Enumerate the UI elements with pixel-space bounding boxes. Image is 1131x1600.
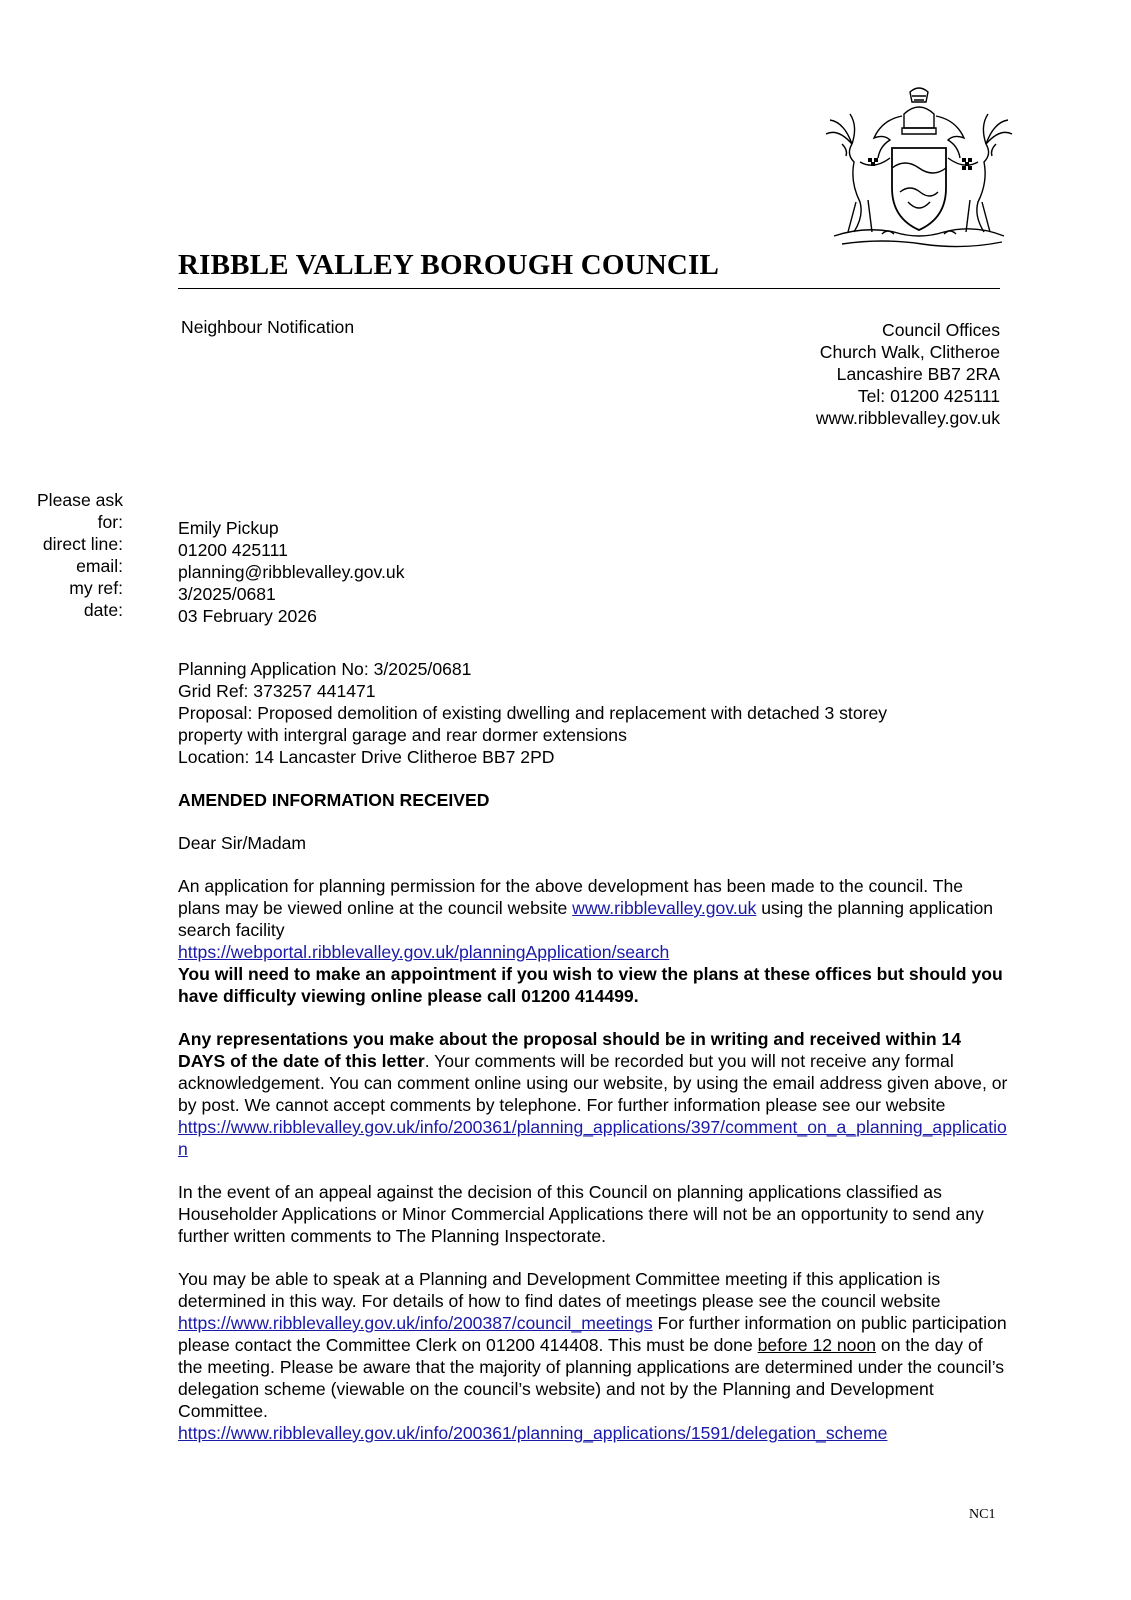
paragraph-2: Any representations you make about the proposal should be in writing and received within 14 DAYS of the date of this letter. Your comments will be recorded but you will not receive any formal acknowledgement. You can comment online using our website, by using the email address given above, or by post. We cannot accept comments by telephone. For further information please see our website https://www.ribblevalley.gov.uk/info/200361/planning_applications/397/comment_on_a_planning_application [178,1029,1008,1159]
council-address [816,319,1000,429]
council-website-link[interactable]: www.ribblevalley.gov.uk [572,898,757,918]
coat-of-arms-icon [812,84,1026,254]
address-line-3: Lancashire BB7 2RA [836,364,1000,384]
contact-values [178,517,405,627]
document-type: Neighbour Notification [181,317,355,337]
paragraph-1: An application for planning permission for the above development has been made to the council. The plans may be viewed online at the council website www.ribblevalley.gov.uk using the planning application search facility https://webportal.ribblevalley.gov.uk/planningApplication/search You will need to make an appointment if you wish to view the plans at these offices but should you have difficulty viewing online please call 01200 414499. [178,876,1003,1006]
label-my-ref: my ref: [69,578,123,598]
contact-direct-line: 01200 425111 [178,540,288,560]
location: Location: 14 Lancaster Drive Clitheroe BB7 2PD [178,747,555,767]
delegation-scheme-link[interactable]: https://www.ribblevalley.gov.uk/info/200361/planning_applications/1591/delegation_scheme [178,1423,888,1443]
contact-labels [0,489,123,621]
council-meetings-link[interactable]: https://www.ribblevalley.gov.uk/info/200387/council_meetings [178,1313,653,1333]
proposal-line-2: property with intergral garage and rear dormer extensions [178,725,627,745]
label-direct-line: direct line: [42,534,123,554]
address-line-2: Church Walk, Clitheroe [819,342,1000,362]
address-website: www.ribblevalley.gov.uk [815,408,1000,428]
address-line-1: Council Offices [882,320,1000,340]
letter-heading: AMENDED INFORMATION RECEIVED [178,790,490,810]
letter-body [178,658,1008,1444]
proposal-line-1: Proposal: Proposed demolition of existing dwelling and replacement with detached 3 storey [178,703,888,723]
label-date: date: [83,600,123,620]
contact-name: Emily Pickup [178,518,279,538]
footer-code: NC1 [969,1507,996,1522]
label-email: email: [76,556,123,576]
planning-search-link[interactable]: https://webportal.ribblevalley.gov.uk/planningApplication/search [178,942,670,962]
label-please-ask: Please ask [36,490,123,510]
council-name: RIBBLE VALLEY BOROUGH COUNCIL [178,249,720,281]
contact-ref: 3/2025/0681 [178,584,276,604]
comment-link[interactable]: https://www.ribblevalley.gov.uk/info/200361/planning_applications/397/comment_on_a_planning_application [178,1117,1007,1159]
label-for: for: [97,512,123,532]
salutation: Dear Sir/Madam [178,833,307,853]
paragraph-3: In the event of an appeal against the decision of this Council on planning applications classified as Householder Applications or Minor Commercial Applications there will not be an opportunity to send any further written comments to The Planning Inspectorate. [178,1182,984,1246]
contact-email: planning@ribblevalley.gov.uk [178,562,405,582]
grid-ref: Grid Ref: 373257 441471 [178,681,376,701]
application-number: Planning Application No: 3/2025/0681 [178,659,472,679]
contact-date: 03 February 2026 [178,606,317,626]
header-rule [178,288,1000,289]
address-tel: Tel: 01200 425111 [857,386,1000,406]
paragraph-4: You may be able to speak at a Planning and Development Committee meeting if this application is determined in this way. For details of how to find dates of meetings please see the council website https://www.ribblevalley.gov.uk/info/200387/council_meetings For further information on public participation please contact the Committee Clerk on 01200 414408. This must be done before 12 noon on the day of the meeting. Please be aware that the majority of planning applications are determined under the council’s delegation scheme (viewable on the council’s website) and not by the Planning and Development Committee. https://www.ribblevalley.gov.uk/info/200361/planning_applications/1591/delegation_scheme [178,1269,1007,1443]
